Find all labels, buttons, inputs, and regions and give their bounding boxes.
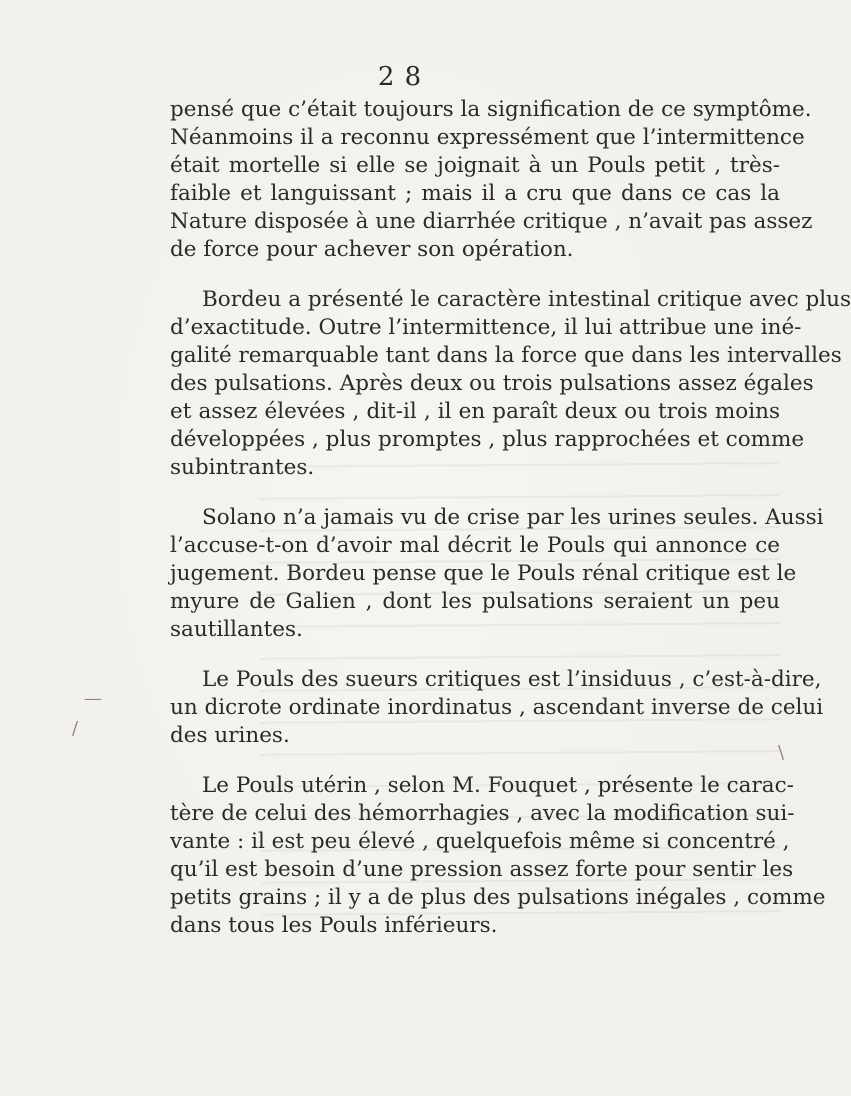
paragraph-gap	[170, 264, 780, 286]
margin-mark: \	[778, 742, 785, 763]
paragraph-3	[170, 504, 824, 644]
text-line: était mortelle si elle se joignait à un Pouls petit , très-	[170, 153, 780, 178]
paragraph-5	[170, 772, 826, 940]
text-line: tère de celui des hémorrhagies , avec la modification sui-	[170, 801, 795, 826]
text-line: Le Pouls utérin , selon M. Fouquet , présente le carac-	[202, 773, 794, 798]
margin-mark: /	[72, 718, 79, 739]
page-body	[170, 96, 851, 940]
text-line: Le Pouls des sueurs critiques est l’insiduus , c’est-à-dire,	[202, 667, 822, 692]
text-line: développées , plus promptes , plus rapprochées et comme	[170, 427, 805, 452]
text-line: galité remarquable tant dans la force que dans les intervalles	[170, 343, 842, 368]
text-line: sautillantes.	[170, 617, 303, 642]
text-line: pensé que c’était toujours la signification de ce symptôme.	[170, 97, 812, 122]
text-line: faible et languissant ; mais il a cru que dans ce cas la	[170, 181, 780, 206]
text-line: Solano n’a jamais vu de crise par les urines seules. Aussi	[202, 505, 824, 530]
paragraph-1	[170, 96, 813, 264]
paragraph-2	[170, 286, 851, 482]
text-line: dans tous les Pouls inférieurs.	[170, 913, 498, 938]
paragraph-gap	[170, 482, 780, 504]
text-line: un dicrote ordinate inordinatus , ascendant inverse de celui	[170, 695, 824, 720]
text-line: myure de Galien , dont les pulsations seraient un peu	[170, 589, 780, 614]
text-line: Bordeu a présenté le caractère intestinal critique avec plus	[202, 287, 851, 312]
text-line: des pulsations. Après deux ou trois pulsations assez égales	[170, 371, 814, 396]
text-line: qu’il est besoin d’une pression assez forte pour sentir les	[170, 857, 794, 882]
paragraph-4	[170, 666, 824, 750]
paragraph-gap	[170, 644, 780, 666]
text-line: petits grains ; il y a de plus des pulsations inégales , comme	[170, 885, 826, 910]
paragraph-gap	[170, 750, 780, 772]
text-line: des urines.	[170, 723, 290, 748]
text-line: Nature disposée à une diarrhée critique , n’avait pas assez	[170, 209, 813, 234]
page-number: 2 8	[377, 62, 423, 92]
text-line: Néanmoins il a reconnu expressément que l’intermittence	[170, 125, 805, 150]
text-line: de force pour achever son opération.	[170, 237, 574, 262]
margin-mark: —	[84, 688, 102, 709]
text-line: vante : il est peu élevé , quelquefois même si concentré ,	[170, 829, 790, 854]
text-line: d’exactitude. Outre l’intermittence, il lui attribue une iné-	[170, 315, 802, 340]
text-line: et assez élevées , dit-il , il en paraît deux ou trois moins	[170, 399, 780, 424]
text-line: l’accuse-t-on d’avoir mal décrit le Pouls qui annonce ce	[170, 533, 780, 558]
text-line: jugement. Bordeu pense que le Pouls rénal critique est le	[170, 561, 797, 586]
text-line: subintrantes.	[170, 455, 315, 480]
